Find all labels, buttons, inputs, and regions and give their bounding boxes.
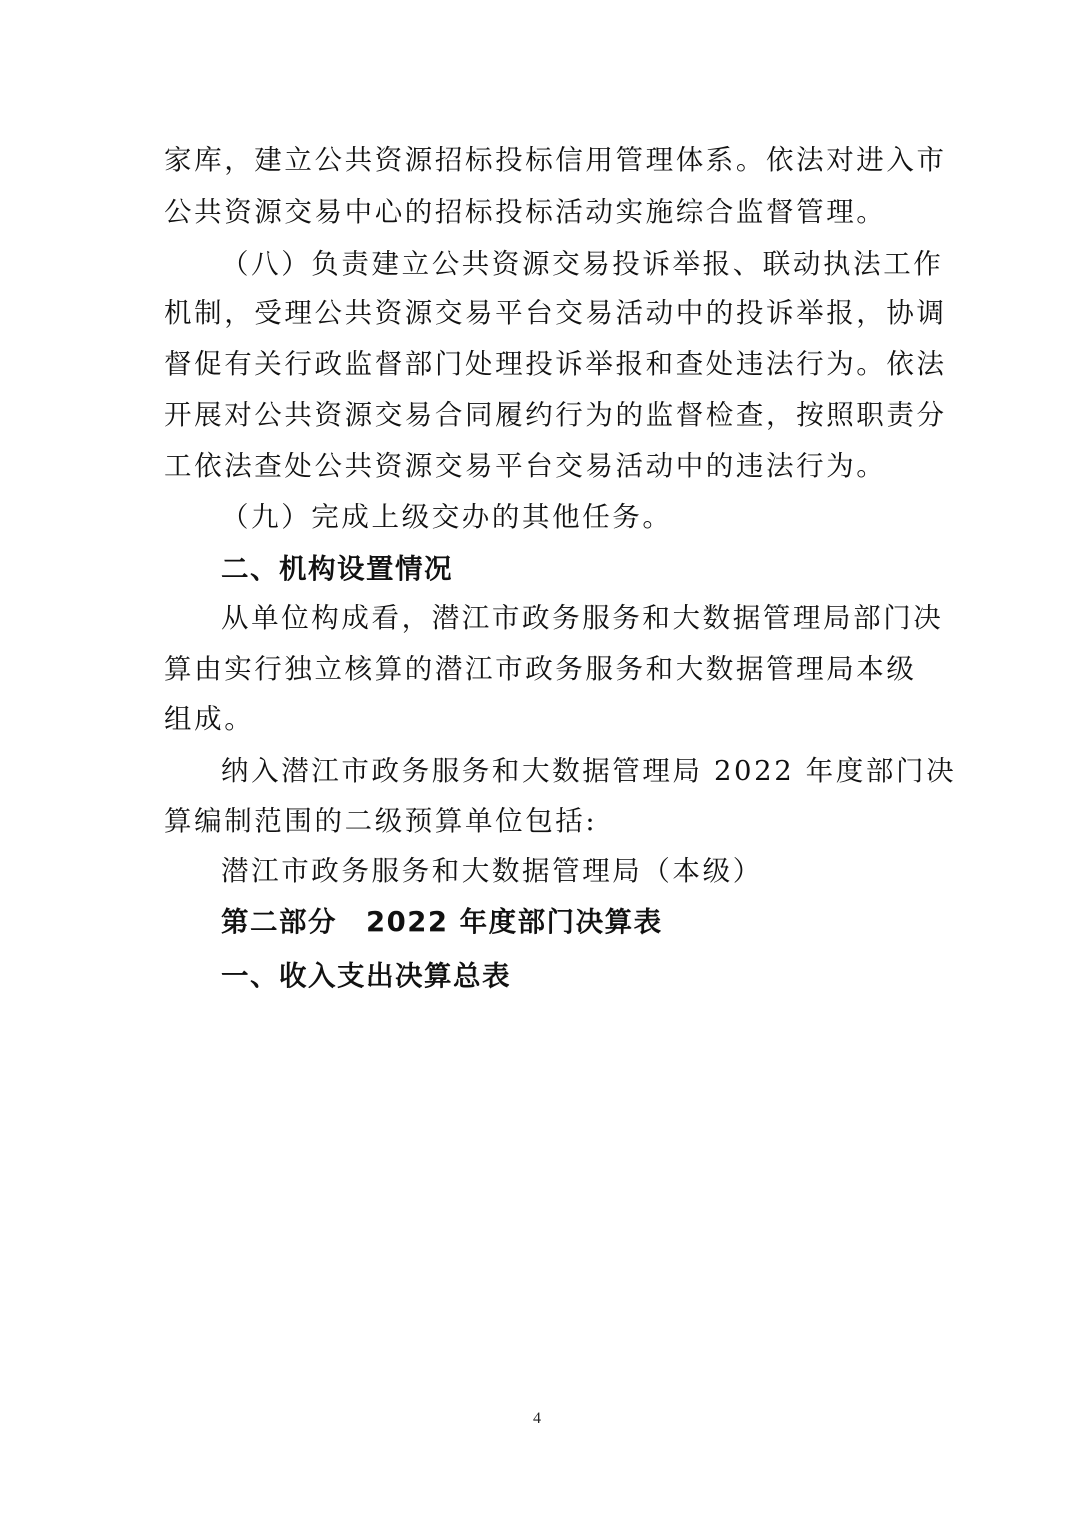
body-text-line: 开展对公共资源交易合同履约行为的监督检查，按照职责分 xyxy=(164,399,947,431)
section-heading: 二、机构设置情况 xyxy=(221,553,453,585)
body-text-line: 组成。 xyxy=(164,703,255,735)
body-text-line: 机制，受理公共资源交易平台交易活动中的投诉举报，协调 xyxy=(164,297,947,329)
body-text-line: 潜江市政务服务和大数据管理局（本级） xyxy=(221,855,763,887)
body-text-line: 督促有关行政监督部门处理投诉举报和查处违法行为。依法 xyxy=(164,348,947,380)
body-text-line: （九）完成上级交办的其他任务。 xyxy=(221,501,673,533)
body-text-line: 从单位构成看，潜江市政务服务和大数据管理局部门决 xyxy=(221,602,944,634)
part-heading: 第二部分 2022 年度部门决算表 xyxy=(221,906,663,938)
body-text-line: 算由实行独立核算的潜江市政务服务和大数据管理局本级 xyxy=(164,653,917,685)
section-heading: 一、收入支出决算总表 xyxy=(221,960,511,992)
body-text-line: 家库，建立公共资源招标投标信用管理体系。依法对进入市 xyxy=(164,144,947,176)
page-number: 4 xyxy=(533,1410,541,1427)
body-text-line: 工依法查处公共资源交易平台交易活动中的违法行为。 xyxy=(164,450,887,482)
body-text-line: 公共资源交易中心的招标投标活动实施综合监督管理。 xyxy=(164,196,887,228)
body-text-line: 算编制范围的二级预算单位包括: xyxy=(164,805,598,837)
body-text-line: （八）负责建立公共资源交易投诉举报、联动执法工作 xyxy=(221,248,944,280)
body-text-line: 纳入潜江市政务服务和大数据管理局 2022 年度部门决 xyxy=(221,755,957,787)
